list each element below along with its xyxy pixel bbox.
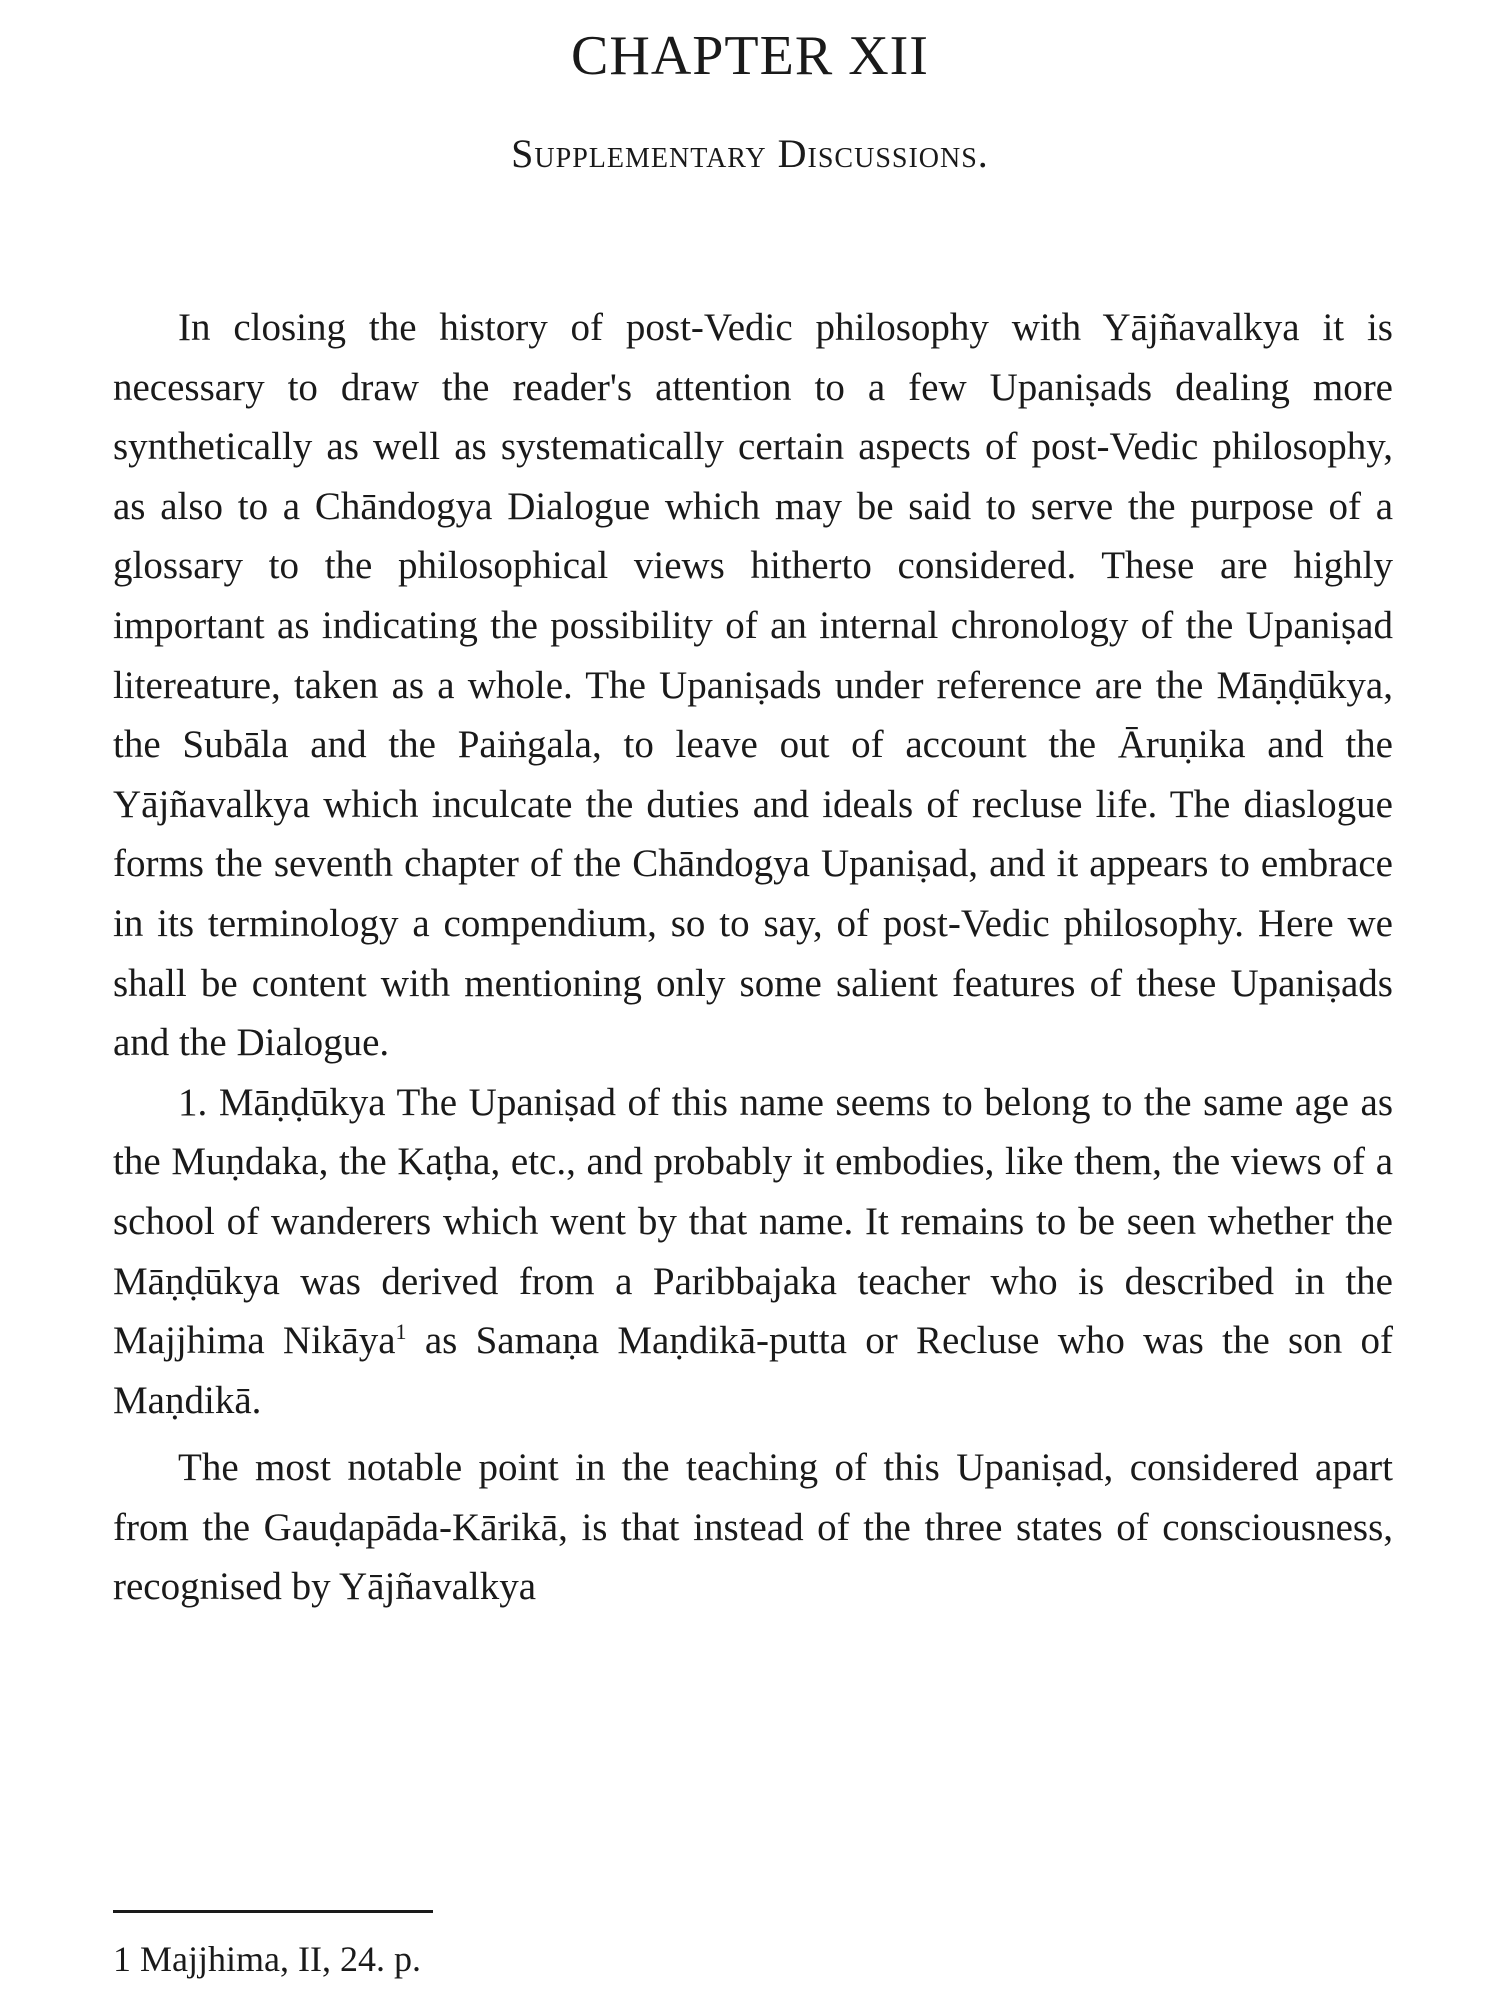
- mandukya-text-end: as Samaṇa Maṇdikā-putta or Recluse who was the son of Maṇdikā.: [113, 1319, 1393, 1422]
- paragraph-intro: In closing the history of post-Vedic philosophy with Yājñavalkya it is necessary to draw the reader's attention to a few Upaniṣads dealing more synthetically as well as systematically certain aspects of post-Vedic philosophy, as also to a Chāndogya Dialogue which may be said to serve the purpose of a glossary to the philosophical views hitherto considered. These are highly important as indicating the possibility of an internal chronology of the Upaniṣad litereature, taken as a whole. The Upaniṣads under reference are the Māṇḍūkya, the Subāla and the Paiṅgala, to leave out of account the Āruṇika and the Yājñavalkya which inculcate the duties and ideals of recluse life. The diaslogue forms the seventh chapter of the Chāndogya Upaniṣad, and it appears to embrace in its terminology a compendium, so to say, of post-Vedic philosophy. Here we shall be content with mentioning only some salient features of these Upaniṣads and the Dialogue.: [113, 306, 1393, 1065]
- chapter-subtitle: Supplementary Discussions.: [511, 131, 989, 176]
- chapter-title: CHAPTER XII: [571, 25, 929, 87]
- footnote-divider: [113, 1910, 433, 1913]
- paragraph-notable-point: The most notable point in the teaching of this Upaniṣad, considered apart from the Gauḍapāda-Kārikā, is that instead of the three states of consciousness, recognised by Yājñavalkya: [113, 1446, 1393, 1609]
- body-text: [113, 298, 1393, 1617]
- mandukya-text-start: 1. Māṇḍūkya The Upaniṣad of this name seems to belong to the same age as the Muṇdaka, the Kaṭha, etc., and probably it embodies, like them, the views of a school of wanderers which went by that name. It remains to be seen whether the Māṇḍūkya was derived from a Paribbajaka teacher who is described in the Majjhima Nikāya: [113, 1080, 1393, 1363]
- paragraph-mandukya: [113, 1073, 1393, 1431]
- footnote-reference: 1: [395, 1319, 407, 1345]
- footnote-text: 1 Majjhima, II, 24. p.: [113, 1939, 421, 1979]
